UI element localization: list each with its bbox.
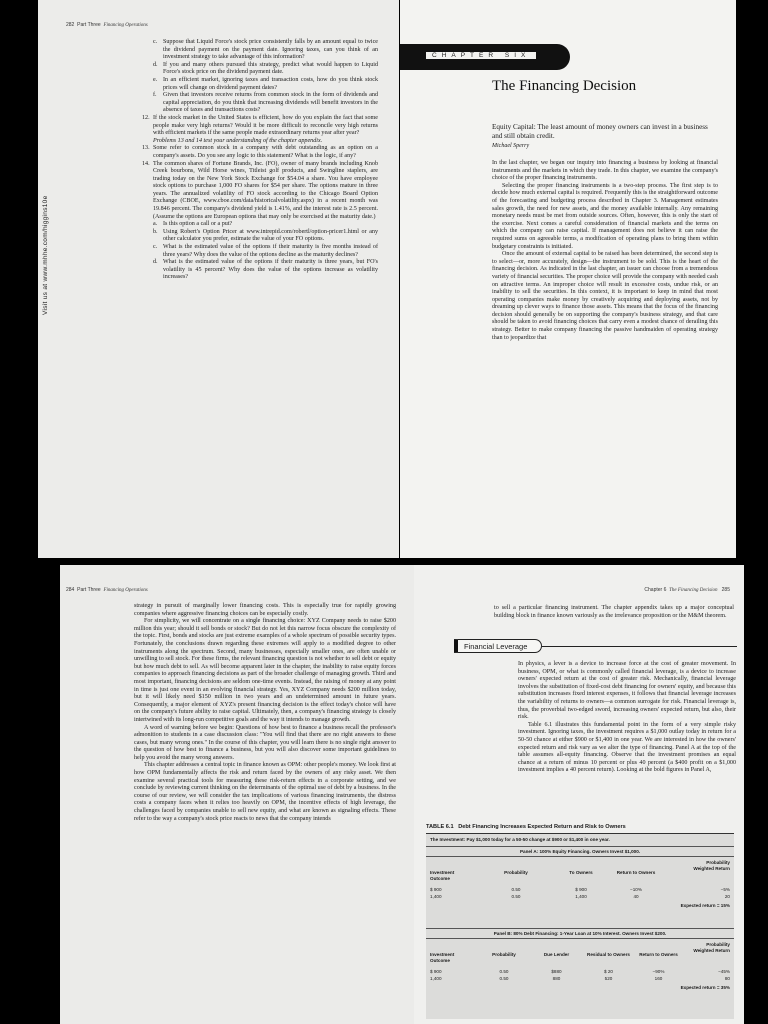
- table-cell: 520: [604, 976, 613, 981]
- intro-text: to sell a particular financing instrument. The chapter appendix takes up a major conceptual building block in finance known variously as the irrelevance proposition or the M&M theorem.: [494, 605, 734, 619]
- table-cell: 0.50: [511, 894, 521, 899]
- table-cell: $ 900: [430, 887, 442, 892]
- panel-a-title: Panel A: 100% Equity Financing. Owners Invest $1,000.: [519, 849, 641, 854]
- problem-item: [142, 39, 378, 62]
- problem-item: [142, 259, 378, 282]
- book-spread-bottom: [0, 565, 768, 1024]
- chapter-label: Chapter 6: [644, 587, 667, 593]
- paragraph: In the last chapter, we began our inquiry into financing a business by looking at financial instruments and the markets in which they trade. In this chapter, we examine the company's choice of the proper financing instruments.: [492, 160, 718, 182]
- page-chapter-opener: [400, 0, 736, 558]
- table-6-1: [426, 833, 734, 1019]
- paragraph: A word of warning before we begin: Questions of how best to finance a business recall the professor's admonition to students in a case discussion class: "You will find that there are no right answers to these cases, but many wrong ones." In the course of this chapter, you will learn there is no single right answer to the question of how best to finance a business, but you will also discover some important guidelines to help you avoid the many wrong answers.: [134, 724, 396, 761]
- problem-text: The common shares of Fortune Brands, Inc. (FO), owner of many brands including Knob Creek bourbons, Wild Horse wines, Titleist golf products, and Swingline staplers, are trading today on the New York Stock Exchange for $54.04 a share. You have employee stock options to purchase 1,000 FO shares for $54 per share. The options mature in three years. The annualized volatility of FO stock according to the Chicago Board Option Exchange (CBOE, www.cboe.com/data/historicalvolatility.aspx) in a recent month was 19.846 percent. The company's dividend yield is 1.41%, and the interest rate is 2.5 percent. (Assume the options are European options that may only be exercised at the maturity date.): [153, 160, 378, 220]
- table-cell: $ 20: [604, 969, 613, 974]
- table-cell: −45%: [718, 969, 730, 974]
- table-cell: −10%: [630, 887, 642, 892]
- paragraph: Once the amount of external capital to be raised has been determined, the second step is to select—or, more accurately, design—the instrument to be sold. This is the heart of the financing decision. As indicated in the last chapter, an issuer can choose from a tremendous variety of financial securities. The proper choice will provide the company with needed cash on attractive terms. An improper choice will result in excessive costs, undue risk, or an inability to sell the securities. In this context, it is important to keep in mind that most operating companies make money by creatively acquiring and deploying assets, not by dreaming up clever ways to finance those assets. This means that the focus of the financing decision should generally be on supporting the company's business strategy, and that care should be taken to avoid financing choices that carry even a modest chance of derailing this strategy. Better to make company financing the passive handmaiden of operating strategy than to jeopardize that: [492, 251, 718, 341]
- table-rule: [426, 846, 734, 847]
- problem-label: d.: [153, 259, 158, 266]
- column-header: Probability: [492, 952, 516, 957]
- table-cell: 0.50: [499, 976, 509, 981]
- problem-item: [142, 244, 378, 259]
- table-cell: 80: [724, 976, 730, 981]
- page-number: 282: [66, 22, 75, 28]
- table-cell: $880: [551, 969, 562, 974]
- section-heading: Financial Leverage: [454, 639, 542, 653]
- problem-label: c.: [153, 39, 158, 45]
- problem-item: [142, 161, 378, 222]
- body-text: [134, 603, 396, 823]
- table-rule: [426, 928, 734, 929]
- running-title: The Financing Decision: [669, 588, 718, 593]
- chapter-intro-text: [492, 160, 718, 342]
- table-cell: 160: [654, 976, 663, 981]
- side-url: Visit us at www.mhhe.com/higgins10e: [42, 195, 49, 315]
- problem-label: c.: [153, 244, 158, 251]
- page-number: 284: [66, 587, 75, 593]
- table-cell: 0.50: [499, 969, 509, 974]
- column-header: Return to Owners: [616, 870, 656, 875]
- problem-label: d.: [153, 61, 158, 68]
- table-cell: 40: [633, 894, 639, 899]
- problem-item: [142, 77, 378, 92]
- table-cell: 0.50: [511, 887, 521, 892]
- part-label: Part Three: [77, 587, 101, 593]
- paragraph: Selecting the proper financing instruments is a two-step process. The first step is to decide how much external capital is required. Frequently this is the straightforward outcome of the forecasting and budgeting process described in Chapter 3. Management estimates sales growth, the need for new assets, and the money available internally. Any remaining monetary needs must be met from outside sources. Often, however, this is only the start of the exercise. Next comes a careful consideration of financial markets and the terms on which the company can raise capital. If management does not believe it can raise the required sums on agreeable terms, a modification of operating plans to bring them within budgetary constraints is initiated.: [492, 182, 718, 250]
- problem-label: 13.: [142, 145, 150, 152]
- problem-label: a.: [153, 221, 158, 228]
- running-head: [644, 587, 730, 593]
- problem-text: Problems 13 and 14 test your understanding of the chapter appendix.: [153, 137, 323, 144]
- problem-item: [142, 62, 378, 77]
- problem-text: In an efficient market, ignoring taxes and transaction costs, how do you think stock prices will change on dividend payment dates?: [163, 76, 378, 91]
- table-cell: 880: [552, 976, 561, 981]
- paragraph: strategy in pursuit of marginally lower financing costs. This is especially true for rapidly growing companies where aggressive financing choices can be especially costly.: [134, 603, 396, 617]
- table-title: Debt Financing Increases Expected Return and Risk to Owners: [458, 824, 626, 830]
- part-label: Part Three: [77, 22, 101, 28]
- table-cell: $ 900: [430, 969, 442, 974]
- problem-label: b.: [153, 228, 158, 235]
- epigraph-author: Michael Sperry: [492, 143, 530, 149]
- paragraph: In physics, a lever is a device to increase force at the cost of greater movement. In business, OPM, or what is commonly called financial leverage, is a device to increase owners' expected return at the cost of greater risk. Mechanically, financial leverage involves the substitution of fixed-cost debt financing for owners' equity, and because this substitution increases fixed interest expenses, it follows that financial leverage increases the variability of returns to owners—a common surrogate for risk. Financial leverage is, thus, the proverbial two-edged sword, increasing owners' expected return, but also, their risk.: [518, 661, 736, 721]
- page-285: [414, 565, 744, 1024]
- problem-text: Some refer to common stock in a company with debt outstanding as an option on a company's assets. Do you see any logic to this statement? What is the logic, if any?: [153, 145, 378, 159]
- paragraph: For simplicity, we will concentrate on a single financing choice: XYZ Company needs to raise $200 million this year; should it sell bonds or stock? But do not let this narrow focus obscure the complexity of the topic. First, bonds and stocks are just extreme examples of a whole spectrum of possible security types. Fortunately, the conclusions drawn regarding these extremes will apply to a modified degree to other instruments along the spectrum. Second, many businesses, especially smaller ones, are often unable or unwilling to sell stock. For these firms, the relevant financing question is not whether to sell debt or equity but how much debt to sell. As will become apparent later in the chapter, the inability to raise equity forces companies to approach financing decisions as part of the broader challenge of managing growth. Third and most important, financing decisions are seldom one-time events. Instead, the raising of money at any point in time is just one event in an evolving financial strategy. Yes, XYZ Company needs $200 million today, but it will likely need $150 million in two years and an undetermined amount in future years. Consequently, a major element of XYZ's present financing decision is the effect today's choice will have on the company's future ability to raise capital. Ultimately, then, a company's financing strategy is closely intertwined with its long-run competitive goals and the way it intends to manage growth.: [134, 618, 396, 723]
- table-rule: [426, 856, 734, 857]
- problem-list: [142, 39, 378, 282]
- running-title: Financing Operations: [103, 23, 148, 28]
- table-cell: $ 900: [575, 887, 587, 892]
- problem-label: [142, 138, 153, 146]
- table-cell: 1,400: [430, 976, 442, 981]
- column-header: Probability Weighted Return: [693, 942, 730, 953]
- table-cell: 1,400: [430, 894, 442, 899]
- problem-text: Given that investors receive returns from common stock in the form of dividends and capital appreciation, do you think that increasing dividends will benefit investors in the absence of taxes and transactions costs?: [163, 92, 378, 114]
- table-rule: [426, 938, 734, 939]
- problem-text: What is the estimated value of the options if their maturity is five months instead of three years? Why does the value of the options decline as the maturity declines?: [163, 244, 378, 258]
- column-header: Investment Outcome: [430, 952, 455, 963]
- expected-return: Expected return = 35%: [680, 985, 730, 990]
- panel-b-title: Panel B: 80% Debt Financing: 1-Year Loan at 10% Interest. Owners Invest $200.: [493, 931, 667, 936]
- expected-return: Expected return = 15%: [680, 903, 730, 908]
- running-head: [66, 22, 148, 28]
- running-head: [66, 587, 148, 593]
- running-title: Financing Operations: [103, 588, 148, 593]
- column-header: To Owners: [569, 870, 593, 875]
- problem-item: [142, 145, 378, 160]
- paragraph: Table 6.1 illustrates this fundamental point in the form of a very simple risky investment. Ignoring taxes, the investment requires a $1,000 outlay today in return for a 50-50 chance at either $900 or $1,400 in one year. We are interested in how the owners' expected return and risk vary as we alter the type of financing. Panel A at the top of the table assumes all-equity financing. Observe that the investment promises an equal chance at a return of minus 10 percent or plus 40 percent (a $400 profit on a $1,000 investment implies a 40 percent return). Looking at the bold figures in Panel A,: [518, 721, 736, 774]
- body-text: [518, 661, 736, 775]
- column-header: Residual to Owners: [587, 952, 630, 957]
- table-cell: −5%: [720, 887, 730, 892]
- page-284: [60, 565, 414, 1024]
- paragraph: This chapter addresses a central topic in finance known as OPM: other people's money. We look first at how OPM fundamentally affects the risk and return faced by the owners of any risky asset. We then examine several practical tools for measuring these risk-return effects in a corporate setting, and we conclude by reviewing current thinking on the determinants of the optimal use of debt by a business. In the course of our review, we will consider the tax implications of various financing instruments, the distress costs a company faces when it relies too heavily on OPM, the incentive effects of high leverage, the challenges faced by companies unable to sell new equity, and what are known as signaling effects. These refer to the way a company's stock price reacts to news that the company intends: [134, 762, 396, 822]
- column-header: Probability Weighted Return: [693, 860, 730, 871]
- problem-text: What is the estimated value of the options if their maturity is three years, but FO's volatility is 45 percent? Why does the value of the options increase as volatility increases?: [163, 259, 378, 281]
- problem-item: [142, 221, 378, 229]
- problem-label: 14.: [142, 160, 150, 167]
- table-number: TABLE 6.1: [426, 824, 454, 830]
- problem-text: Using Robert's Option Pricer at www.intrepid.com/robertl/option-pricer1.html or any other calculator you prefer, estimate the value of your FO options.: [163, 228, 378, 243]
- column-header: Probability: [504, 870, 528, 875]
- table-cell: 1,400: [575, 894, 587, 899]
- page-number: 285: [721, 587, 730, 593]
- table-cell: 20: [724, 894, 730, 899]
- problem-label: 12.: [142, 114, 150, 121]
- column-header: Due Lender: [543, 952, 570, 957]
- problem-item: [142, 92, 378, 115]
- problem-label: f.: [153, 92, 157, 99]
- problem-text: If the stock market in the United States is efficient, how do you explain the fact that some people make very high returns? Would it be more difficult to reconcile very high returns with efficient markets if the same people made extraordinary returns year after year?: [153, 114, 378, 137]
- problem-label: e.: [153, 76, 158, 83]
- problem-item: [142, 229, 378, 244]
- table-cell: −90%: [652, 969, 665, 974]
- chapter-label: CHAPTER SIX: [426, 52, 536, 59]
- problem-text: Suppose that Liquid Force's stock price consistently falls by an amount equal to twice the dividend payment on the payment date. Ignoring taxes, can you think of an investment strategy to take advantage of this information?: [163, 39, 378, 61]
- section-rule: [542, 646, 737, 647]
- problem-text: Is this option a call or a put?: [163, 221, 233, 228]
- epigraph: Equity Capital: The least amount of money owners can invest in a business and still obtain credit.: [492, 123, 708, 140]
- problem-item: [142, 115, 378, 138]
- column-header: Return to Owners: [639, 952, 678, 957]
- chapter-title: The Financing Decision: [492, 78, 637, 94]
- page-282: [38, 0, 399, 558]
- investment-line: The Investment: Pay $1,000 today for a 50-50 change at $900 or $1,400 in one year.: [430, 837, 610, 842]
- column-header: Investment Outcome: [430, 870, 455, 881]
- table-caption: [426, 824, 626, 830]
- problem-text: If you and many others pursued this strategy, predict what would happen to Liquid Force's stock price on the dividend payment date.: [163, 61, 378, 76]
